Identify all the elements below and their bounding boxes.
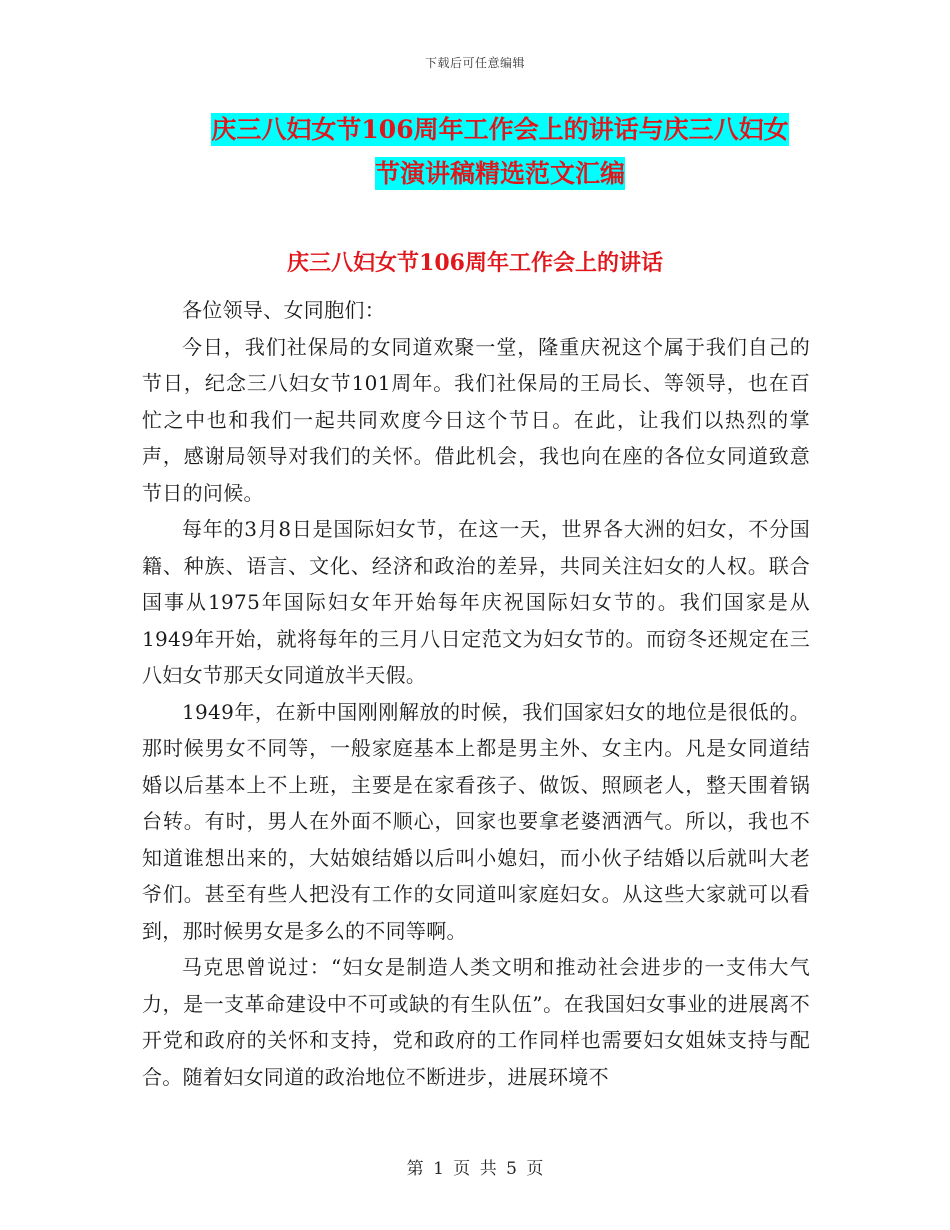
section-title: 庆三八妇女节106周年工作会上的讲话 — [287, 250, 663, 276]
paragraph: 每年的3月8日是国际妇女节，在这一天，世界各大洲的妇女，不分国籍、种族、语言、文化、经济和政治的差异，共同关注妇女的人权。联合国事从1975年国际妇女年开始每年庆祝国际妇女节的。我们国家是从1949年开始，就将每年的三月八日定范文为妇女节的。而窃冬还规定在三八妇女节那天女同道放半天假。 — [142, 517, 810, 687]
document-title — [130, 108, 870, 196]
salutation: 各位领导、女同胞们： — [182, 298, 385, 322]
title-line-1: 庆三八妇女节106周年工作会上的讲话与庆三八妇女 — [211, 115, 789, 144]
title-line-2: 节演讲稿精选范文汇编 — [374, 159, 625, 188]
page-number: 第 1 页 共 5 页 — [406, 1159, 544, 1179]
document-body — [142, 292, 810, 1095]
paragraph: 马克思曾说过：“妇女是制造人类文明和推动社会进步的一支伟大气力，是一支革命建设中不可或缺的有生队伍”。在我国妇女事业的进展离不开党和政府的关怀和支持，党和政府的工作同样也需要妇女姐妹支持与配合。随着妇女同道的政治地位不断进步，进展环境不 — [142, 955, 810, 1089]
header-note: 下载后可任意编辑 — [424, 56, 525, 70]
paragraph: 1949年，在新中国刚刚解放的时候，我们国家妇女的地位是很低的。那时候男女不同等，一般家庭基本上都是男主外、女主内。凡是女同道结婚以后基本上不上班，主要是在家看孩子、做饭、照顾老人，整天围着锅台转。有时，男人在外面不顺心，回家也要拿老婆洒洒气。所以，我也不知道谁想出来的，大姑娘结婚以后叫小媳妇，而小伙子结婚以后就叫大老爷们。甚至有些人把没有工作的女同道叫家庭妇女。从这些大家就可以看到，那时候男女是多么的不同等啊。 — [142, 699, 810, 943]
paragraph: 今日，我们社保局的女同道欢聚一堂，隆重庆祝这个属于我们自己的节日，纪念三八妇女节101周年。我们社保局的王局长、等领导，也在百忙之中也和我们一起共同欢度今日这个节日。在此，让我们以热烈的掌声，感谢局领导对我们的关怀。借此机会，我也向在座的各位女同道致意节日的问候。 — [142, 334, 810, 505]
